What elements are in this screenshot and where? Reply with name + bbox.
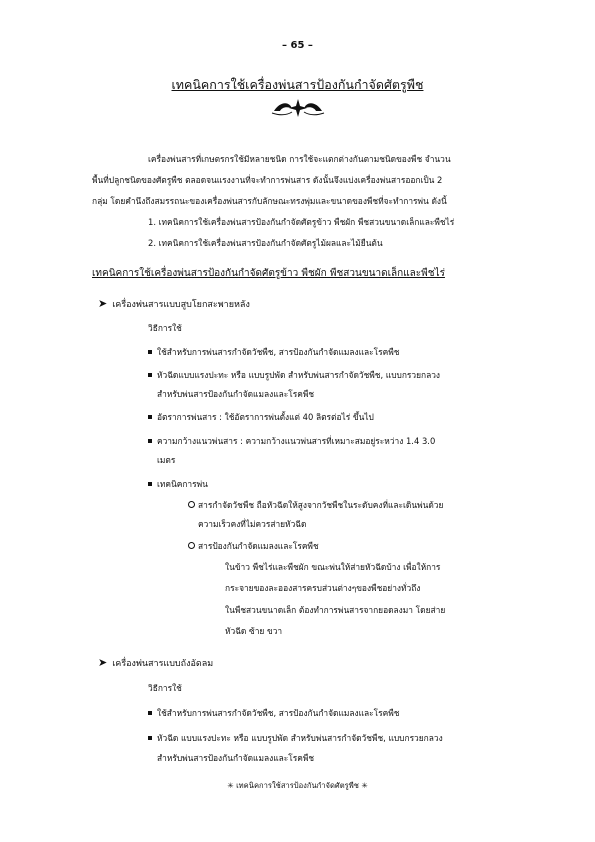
page-footer: ✳ เทคนิคการใช้สารป้องกันกำจัดศัตรูพืช ✳ [227,781,368,790]
arrow-bullet-icon: ➤ [98,297,108,310]
sprayer1-bullet-3: อัตราการพ่นสาร : ใช้อัตราการพ่นตั้งแต่ 40 ลิตรต่อไร่ ขึ้นไป [148,411,374,423]
sprayer1-bullet-5: เทคนิคการพ่น [148,478,208,490]
sprayer1-bullet-1: ใช้สำหรับการพ่นสารกำจัดวัชพืช, สารป้องกันกำจัดแมลงและโรคพืช [148,346,399,358]
technique-item-2: สารป้องกันกำจัดแมลงและโรคพืช [188,540,319,552]
sprayer1-bullet-4: ความกว้างแนวพ่นสาร : ความกว้างแนวพ่นสารที่เหมาะสมอยู่ระหว่าง 1.4 3.0 [148,435,435,447]
square-bullet-icon [148,350,152,354]
technique-item-1-cont: ความเร็วคงที่ไม่ควรส่ายหัวฉีด [198,519,307,529]
technique-paragraph-1: ในข้าว พืชไร่และพืชผัก ขณะพ่นให้ส่ายหัวฉีดบ้าง เพื่อให้การ [225,562,441,572]
intro-line-2: พื้นที่ปลูกชนิดของศัตรูพืช ตลอดจนแรงงานที่จะทำการพ่นสาร ดังนั้นจึงแบ่งเครื่องพ่นสารออกเป็น 2 [92,175,443,185]
circle-bullet-icon [188,542,195,549]
technique-paragraph-1-cont: กระจายของละอองสารครบส่วนต่างๆของพืชอย่างทั่วถึง [225,583,421,593]
circle-bullet-icon [188,501,195,508]
sprayer2-usage-label: วิธีการใช้ [148,683,182,693]
square-bullet-icon [148,373,152,377]
intro-item-2: 2. เทคนิคการใช้เครื่องพ่นสารป้องกันกำจัดศัตรูไม้ผลและไม้ยืนต้น [148,238,383,248]
sprayer1-bullet-2-cont: สำหรับพ่นสารป้องกันกำจัดแมลงและโรคพืช [157,389,315,399]
intro-item-1: 1. เทคนิคการใช้เครื่องพ่นสารป้องกันกำจัดศัตรูข้าว พืชผัก พืชสวนขนาดเล็กและพืชไร่ [148,217,455,227]
arrow-bullet-icon: ➤ [98,656,108,669]
technique-paragraph-2-cont: หัวฉีด ซ้าย ขวา [225,626,283,636]
ornament-divider [270,97,326,119]
technique-item-1: สารกำจัดวัชพืช ถือหัวฉีดให้สูงจากวัชพืชในระดับคงที่และเดินพ่นด้วย [188,499,443,511]
sprayer2-bullet-1: ใช้สำหรับการพ่นสารกำจัดวัชพืช, สารป้องกันกำจัดแมลงและโรคพืช [148,707,399,719]
square-bullet-icon [148,482,152,486]
square-bullet-icon [148,736,152,740]
sprayer2-bullet-2: หัวฉีด แบบแรงปะทะ หรือ แบบรูปพัด สำหรับพ่นสารกำจัดวัชพืช, แบบกรวยกลวง [148,732,443,744]
sprayer1-usage-label: วิธีการใช้ [148,323,182,333]
sprayer1-bullet-2: หัวฉีดแบบแรงปะทะ หรือ แบบรูปพัด สำหรับพ่นสารกำจัดวัชพืช, แบบกรวยกลวง [148,369,440,381]
intro-line-1: เครื่องพ่นสารที่เกษตรกรใช้มีหลายชนิด การใช้จะแตกต่างกันตามชนิดของพืช จำนวน [148,154,451,164]
intro-line-3: กลุ่ม โดยคำนึงถึงสมรรถนะของเครื่องพ่นสารกับลักษณะทรงพุ่มและขนาดของพืชที่จะทำการพ่น ดังนี้ [92,196,447,206]
page-title: เทคนิคการใช้เครื่องพ่นสารป้องกันกำจัดศัตรูพืช [171,77,424,92]
square-bullet-icon [148,711,152,715]
sprayer2-heading: ➤ เครื่องพ่นสารแบบถังอัดลม [98,656,214,669]
technique-paragraph-2: ในพืชสวนขนาดเล็ก ต้องทำการพ่นสารจากยอดลงมา โดยส่าย [225,605,446,615]
sprayer1-heading: ➤ เครื่องพ่นสารแบบสูบโยกสะพายหลัง [98,297,250,310]
page-number: – 65 – [282,40,313,51]
sprayer1-bullet-4-cont: เมตร [157,455,176,465]
section-heading: เทคนิคการใช้เครื่องพ่นสารป้องกันกำจัดศัตรูข้าว พืชผัก พืชสวนขนาดเล็กและพืชไร่ [92,268,445,279]
square-bullet-icon [148,439,152,443]
square-bullet-icon [148,415,152,419]
sprayer2-bullet-2-cont: สำหรับพ่นสารป้องกันกำจัดแมลงและโรคพืช [157,753,315,763]
